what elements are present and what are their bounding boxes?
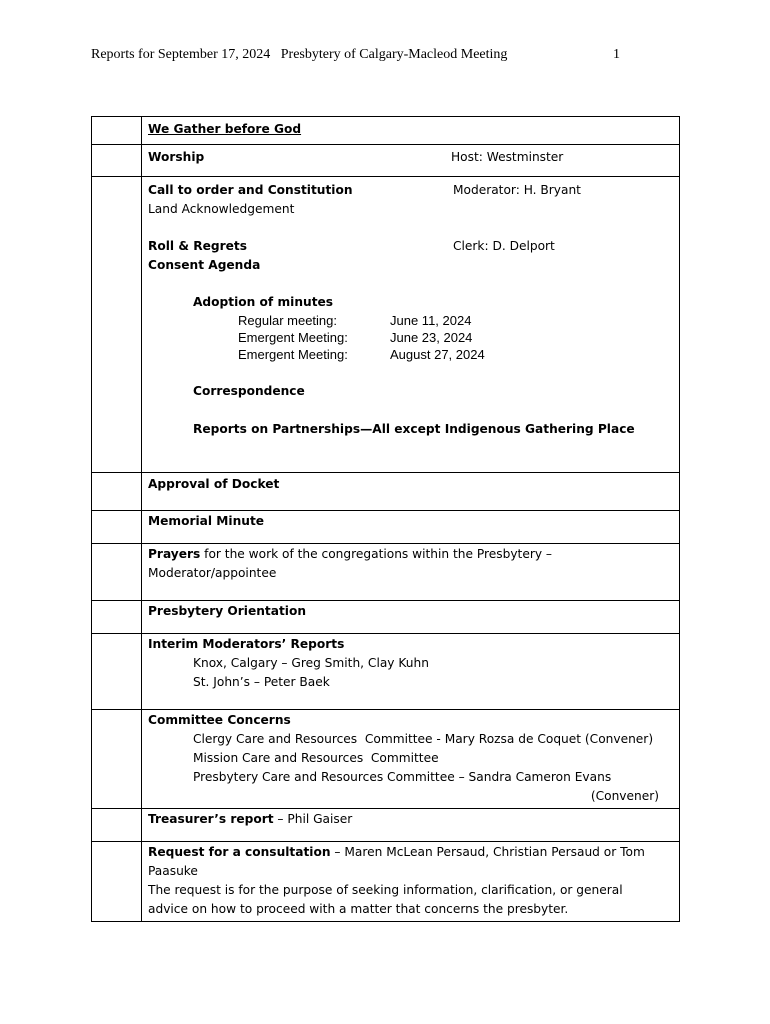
list-item: Clergy Care and Resources Committee - Mary Rozsa de Coquet (Convener) [193, 732, 654, 746]
table-row [92, 601, 680, 634]
consultation-names: – Maren McLean Persaud, Christian Persaud or Tom [330, 845, 645, 859]
table-row [92, 177, 680, 473]
roll-label: Roll & Regrets [148, 239, 247, 253]
header-title: Reports for September 17, 2024 Presbytery of Calgary-Macleod Meeting [91, 47, 508, 62]
table-row [92, 117, 680, 145]
list-item: St. John’s – Peter Baek [193, 675, 330, 689]
consultation-line2: Paasuke [148, 864, 198, 878]
table-row [92, 634, 680, 710]
table-row [92, 710, 680, 809]
treasurer-label: Treasurer’s report [148, 812, 274, 826]
page-header [91, 47, 621, 63]
page-number: 1 [613, 47, 620, 62]
table-row [92, 809, 680, 842]
land-acknowledgement: Land Acknowledgement [148, 202, 295, 216]
interim-heading: Interim Moderators’ Reports [148, 637, 345, 651]
prayers-line2: Moderator/appointee [148, 566, 277, 580]
adoption-heading: Adoption of minutes [193, 295, 334, 309]
worship-host: Host: Westminster [451, 150, 564, 164]
table-row [92, 473, 680, 511]
memorial-minute: Memorial Minute [148, 514, 265, 528]
orientation-heading: Presbytery Orientation [148, 604, 307, 618]
docket-approval: Approval of Docket [148, 477, 280, 491]
table-row [92, 511, 680, 544]
clerk-name: Clerk: D. Delport [453, 239, 555, 253]
consultation-line4: advice on how to proceed with a matter that concerns the presbyter. [148, 902, 569, 916]
consent-agenda: Consent Agenda [148, 258, 261, 272]
worship-label: Worship [148, 150, 205, 164]
list-item: Regular meeting: June 11, 2024 [238, 313, 472, 328]
list-item: Presbytery Care and Resources Committee – Sandra Cameron Evans [193, 770, 612, 784]
list-item: Knox, Calgary – Greg Smith, Clay Kuhn [193, 656, 429, 670]
docket-table [91, 116, 680, 922]
prayers-label: Prayers [148, 547, 201, 561]
section-heading: We Gather before God [148, 122, 302, 136]
correspondence-heading: Correspondence [193, 384, 305, 398]
table-row [92, 842, 680, 922]
consultation-line3: The request is for the purpose of seeking information, clarification, or general [148, 883, 623, 897]
moderator-name: Moderator: H. Bryant [453, 183, 581, 197]
list-item: Emergent Meeting: August 27, 2024 [238, 347, 485, 362]
table-row [92, 544, 680, 601]
prayers-text: for the work of the congregations within the Presbytery – [200, 547, 553, 561]
minutes-list [148, 312, 673, 363]
treasurer-name: – Phil Gaiser [273, 812, 353, 826]
table-row [92, 145, 680, 177]
consultation-label: Request for a consultation [148, 845, 331, 859]
committee-heading: Committee Concerns [148, 713, 291, 727]
list-item: Emergent Meeting: June 23, 2024 [238, 330, 473, 345]
call-to-order-label: Call to order and Constitution [148, 183, 353, 197]
partnerships-heading: Reports on Partnerships—All except Indigenous Gathering Place [193, 422, 635, 436]
list-item: Mission Care and Resources Committee [193, 751, 439, 765]
convener-note: (Convener) [590, 789, 659, 803]
